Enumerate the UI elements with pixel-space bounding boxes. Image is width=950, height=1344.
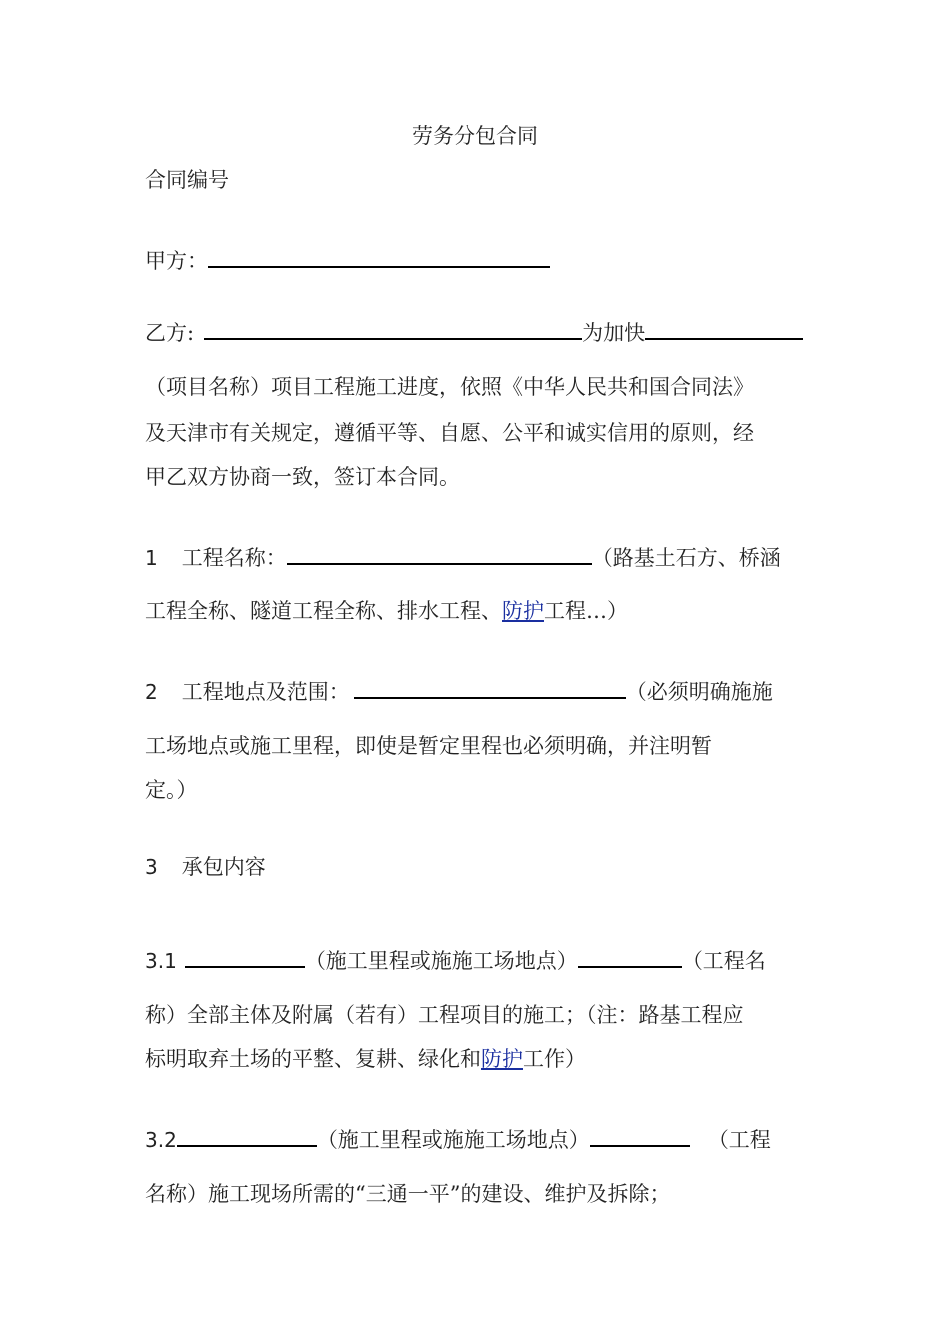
- party-a-line: [145, 248, 550, 272]
- item-3-1-line2: 称）全部主体及附属（若有）工程项目的施工；（注：路基工程应: [145, 1003, 744, 1027]
- item-3-label: 承包内容: [181, 855, 266, 879]
- intro-line4: 甲乙双方协商一致，签订本合同。: [145, 465, 460, 489]
- item-3-1-line3-text: 标明取弃土场的平整、复耕、绿化和: [145, 1047, 481, 1071]
- item-3-1-number: 3.1: [145, 949, 177, 973]
- party-a-label: 甲方：: [145, 249, 208, 273]
- item-1-line2-end: 工程…）: [544, 599, 628, 623]
- item-2-blank: [354, 679, 626, 699]
- item-2-line: [145, 679, 773, 703]
- project-name-blank: [645, 320, 803, 340]
- item-3-1-mid: （施工里程或施施工场地点）: [304, 949, 578, 973]
- item-2-line2: 工场地点或施工里程，即使是暂定里程也必须明确，并注明暂: [145, 734, 712, 758]
- item-3-2-number: 3.2: [145, 1128, 177, 1152]
- intro-line2: （项目名称）项目工程施工进度，依照《中华人民共和国合同法》: [145, 375, 754, 399]
- item-3-2-line2: 名称）施工现场所需的“三通一平”的建设、维护及拆除；: [145, 1182, 671, 1206]
- item-3-2-line: [145, 1127, 771, 1151]
- item-3-number: 3: [145, 855, 158, 879]
- item-3-2-tail: （工程: [707, 1128, 771, 1152]
- contract-number-label: 合同编号: [145, 168, 229, 192]
- item-3-1-blank-a: [185, 948, 305, 968]
- item-1-tail: （路基土石方、桥涵: [591, 546, 781, 570]
- item-1-blank: [287, 545, 592, 565]
- item-2-line3: 定。）: [145, 778, 198, 802]
- protection-link-2[interactable]: 防护: [481, 1047, 523, 1071]
- item-2-number: 2: [145, 680, 158, 704]
- document-title: 劳务分包合同: [412, 124, 538, 148]
- item-1-line: [145, 545, 781, 569]
- party-b-line: [145, 320, 803, 344]
- item-2-label: 工程地点及范围：: [181, 680, 350, 704]
- item-1-line2: [145, 601, 628, 622]
- item-1-label: 工程名称：: [181, 546, 287, 570]
- item-3-1-line3: [145, 1049, 586, 1070]
- item-3-1-line: [145, 948, 766, 972]
- item-3-1-tail: （工程名: [681, 949, 766, 973]
- protection-link[interactable]: 防护: [502, 599, 544, 623]
- party-b-blank: [204, 320, 582, 340]
- item-3-line: [145, 857, 266, 878]
- item-1-line2-text: 工程全称、隧道工程全称、排水工程、: [145, 599, 502, 623]
- item-3-1-blank-b: [578, 948, 682, 968]
- item-3-2-mid: （施工里程或施施工场地点）: [316, 1128, 590, 1152]
- item-1-number: 1: [145, 546, 158, 570]
- party-a-blank: [208, 248, 550, 268]
- item-2-tail: （必须明确施施: [625, 680, 773, 704]
- intro-line3: 及天津市有关规定，遵循平等、自愿、公平和诚实信用的原则，经: [145, 421, 754, 445]
- item-3-1-line3-end: 工作）: [523, 1047, 586, 1071]
- intro-line1-tail: 为加快: [582, 321, 646, 345]
- item-3-2-blank-b: [590, 1127, 690, 1147]
- party-b-label: 乙方:: [145, 321, 195, 345]
- item-3-2-blank-a: [177, 1127, 317, 1147]
